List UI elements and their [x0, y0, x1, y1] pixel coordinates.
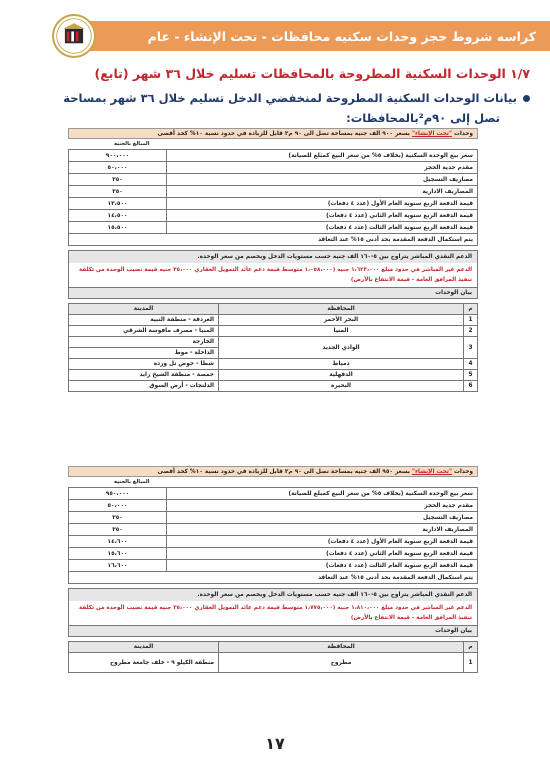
section-title: ١/٧ الوحدات السكنية المطروحة بالمحافظات تسليم خلال ٣٦ شهر (تابع) [94, 66, 530, 81]
table-row [69, 234, 478, 246]
units-table [68, 641, 478, 673]
row-value: ٣٥٠ [69, 512, 167, 524]
row-label: قيمة الدفعة الربع سنوية العام الثاني (عدد ٤ دفعات) [167, 210, 478, 222]
table-row [69, 536, 478, 548]
support-box [68, 250, 478, 299]
support-box [68, 588, 478, 637]
block-band [68, 466, 478, 477]
row-value: ٣٥٠ [69, 174, 167, 186]
table-row [69, 186, 478, 198]
row-value: ١٤،٥٠٠ [69, 210, 167, 222]
intro-bullet [10, 88, 530, 128]
unit-num: 6 [464, 381, 478, 392]
row-value: ١٥،٥٠٠ [69, 222, 167, 234]
direct-support-text: الدعم النقدي المباشر يتراوح بين ٥-١٦٠ الف جنيه حسب مستويات الدخل ويخصم من سعر الوحدة. [69, 251, 477, 263]
unit-city: المنيا - مصرف مافوسة الشرقي [69, 326, 219, 337]
unit-governorate: البحر الأحمر [219, 315, 464, 326]
table-row [69, 572, 478, 584]
row-label: المصاريف الادارية [167, 186, 478, 198]
band-underlined: "تحت الإنشاء" [411, 469, 453, 475]
col-governorate: المحافظة [219, 642, 464, 653]
row-label: قيمة الدفعة الربع سنوية العام الأول (عدد ٤ دفعات) [167, 536, 478, 548]
unit-governorate: الوادي الجديد [219, 337, 464, 359]
table-row [69, 326, 478, 337]
unit-num: 3 [464, 337, 478, 359]
table-row [69, 210, 478, 222]
unit-city: الداخلة - موط [69, 348, 219, 359]
row-value: ١٣،٥٠٠ [69, 198, 167, 210]
col-num: م [464, 642, 478, 653]
col-num: م [464, 304, 478, 315]
block-band [68, 128, 478, 139]
row-value: ١٤،٦٠٠ [69, 536, 167, 548]
table-row [69, 198, 478, 210]
band-underlined: "تحت الإنشاء" [411, 131, 453, 137]
bullet-dot-icon [523, 95, 530, 102]
row-label: سعر بيع الوحدة السكنية (بخلاف ٥% من سعر البيع كمبلغ للصيانة) [167, 150, 478, 162]
amounts-header: المبالغ بالجنيه [114, 479, 150, 485]
row-label: مقدم جدية الحجز [167, 162, 478, 174]
table-row [69, 488, 478, 500]
bullet-line-1: بيانات الوحدات السكنية المطروحة لمنخفضي الدخل تسليم خلال ٣٦ شهر بمساحة [63, 91, 517, 105]
units-list-heading: بيان الوحدات [69, 625, 477, 636]
units-list-heading: بيان الوحدات [69, 287, 477, 298]
table-row [69, 174, 478, 186]
table-row [69, 315, 478, 326]
unit-num: 5 [464, 370, 478, 381]
unit-city: الغردقة - منطقة النبية [69, 315, 219, 326]
indirect-support-text: الدعم غير المباشر في حدود مبلغ ١،٦٢٣،٠٠٠ جنيه (١،٠٥٨،٠٠٠ متوسط قيمة دعم عائد التمويل العقاري ٣٥،٠٠٠ جنيه قيمة نصيب الوحدة من تكلفة تنفيذ المرافق العامة - قيمة الانتفاع بالأرض) [79, 267, 472, 283]
table-row [69, 512, 478, 524]
down-payment-note: يتم استكمال الدفعة المقدمة بحد أدنى ١٥% عند التعاقد [69, 572, 478, 584]
unit-city: الدلنجات - أرض السوق [69, 381, 219, 392]
row-value: ٥٠،٠٠٠ [69, 500, 167, 512]
unit-city: منطقة الكيلو ٩ - خلف جامعة مطروح [69, 653, 219, 673]
col-governorate: المحافظة [219, 304, 464, 315]
col-city: المدينة [69, 304, 219, 315]
unit-governorate: دمياط [219, 359, 464, 370]
units-table [68, 303, 478, 392]
table-row [69, 548, 478, 560]
table-row [69, 359, 478, 370]
row-label: قيمة الدفعة الربع سنوية العام الثالث (عدد ٤ دفعات) [167, 222, 478, 234]
down-payment-note: يتم استكمال الدفعة المقدمة بحد أدنى ١٥% عند التعاقد [69, 234, 478, 246]
row-label: مصاريف التسجيل [167, 174, 478, 186]
row-label: مقدم جدية الحجز [167, 500, 478, 512]
units-table-header [69, 304, 478, 315]
row-label: قيمة الدفعة الربع سنوية العام الثاني (عدد ٤ دفعات) [167, 548, 478, 560]
unit-city: شطا - حوض تل وردة [69, 359, 219, 370]
units-block-900k [68, 128, 478, 392]
unit-governorate: البحيرة [219, 381, 464, 392]
table-row [69, 222, 478, 234]
band-text: بسعر ٩٥٠ الف جنيه بمساحة تصل الى ٩٠ م٢ قابل للزيادة في حدود نسبة ١٠% كحد أقصى [157, 469, 410, 475]
unit-governorate: الدقهلية [219, 370, 464, 381]
units-block-950k [68, 466, 478, 673]
row-label: سعر بيع الوحدة السكنية (بخلاف ٥% من سعر البيع كمبلغ للصيانة) [167, 488, 478, 500]
unit-city: جمصة - منطقة الشيخ زايد [69, 370, 219, 381]
unit-num: 1 [464, 653, 478, 673]
table-row [69, 150, 478, 162]
table-row [69, 337, 478, 348]
unit-governorate: المنيا [219, 326, 464, 337]
indirect-support-text: الدعم غير المباشر في حدود مبلغ ١،٨١٠،٠٠٠ جنيه (١،٧٧٥،٠٠٠ متوسط قيمة دعم عائد التمويل العقاري ٣٥،٠٠٠ جنيه قيمة نصيب الوحدة من تكلفة تنفيذ المرافق العامة - قيمة الانتفاع بالأرض) [79, 605, 472, 621]
unit-num: 2 [464, 326, 478, 337]
units-table-header [69, 642, 478, 653]
row-value: ٩٠٠،٠٠٠ [69, 150, 167, 162]
row-value: ١٦،٦٠٠ [69, 560, 167, 572]
row-value: ١٥،٦٠٠ [69, 548, 167, 560]
table-row [69, 560, 478, 572]
row-value: ٣٥٠ [69, 186, 167, 198]
row-label: قيمة الدفعة الربع سنوية العام الأول (عدد ٤ دفعات) [167, 198, 478, 210]
page-header [0, 14, 550, 54]
unit-city: الخارجة [69, 337, 219, 348]
row-label: قيمة الدفعة الربع سنوية العام الثالث (عدد ٤ دفعات) [167, 560, 478, 572]
row-value: ٥٠،٠٠٠ [69, 162, 167, 174]
ministry-emblem-icon [52, 14, 96, 58]
direct-support-text: الدعم النقدي المباشر يتراوح بين ٥-١٦٠ الف جنيه حسب مستويات الدخل ويخصم من سعر الوحدة. [69, 589, 477, 601]
bullet-line-2: تصل إلى ٩٠م²بالمحافظات: [346, 111, 500, 125]
band-text: بسعر ٩٠٠ الف جنيه بمساحة تصل الى ٩٠ م٢ قابل للزيادة في حدود نسبة ١٠% كحد أقصى [157, 131, 410, 137]
row-label: مصاريف التسجيل [167, 512, 478, 524]
col-city: المدينة [69, 642, 219, 653]
row-value: ٩٥٠،٠٠٠ [69, 488, 167, 500]
header-band [88, 21, 550, 51]
band-prefix: وحدات [454, 469, 473, 475]
table-row [69, 524, 478, 536]
header-title: كراسه شروط حجز وحدات سكنيه محافظات - تحت الإنشاء - عام [147, 28, 536, 44]
band-prefix: وحدات [454, 131, 473, 137]
amounts-header: المبالغ بالجنيه [114, 141, 150, 147]
table-row [69, 162, 478, 174]
unit-num: 4 [464, 359, 478, 370]
table-row [69, 381, 478, 392]
row-label: المصاريف الادارية [167, 524, 478, 536]
page-number: ١٧ [265, 734, 285, 753]
amounts-table [68, 487, 478, 584]
table-row [69, 500, 478, 512]
unit-governorate: مطروح [219, 653, 464, 673]
table-row [69, 370, 478, 381]
row-value: ٣٥٠ [69, 524, 167, 536]
amounts-table [68, 149, 478, 246]
table-row [69, 653, 478, 673]
unit-num: 1 [464, 315, 478, 326]
